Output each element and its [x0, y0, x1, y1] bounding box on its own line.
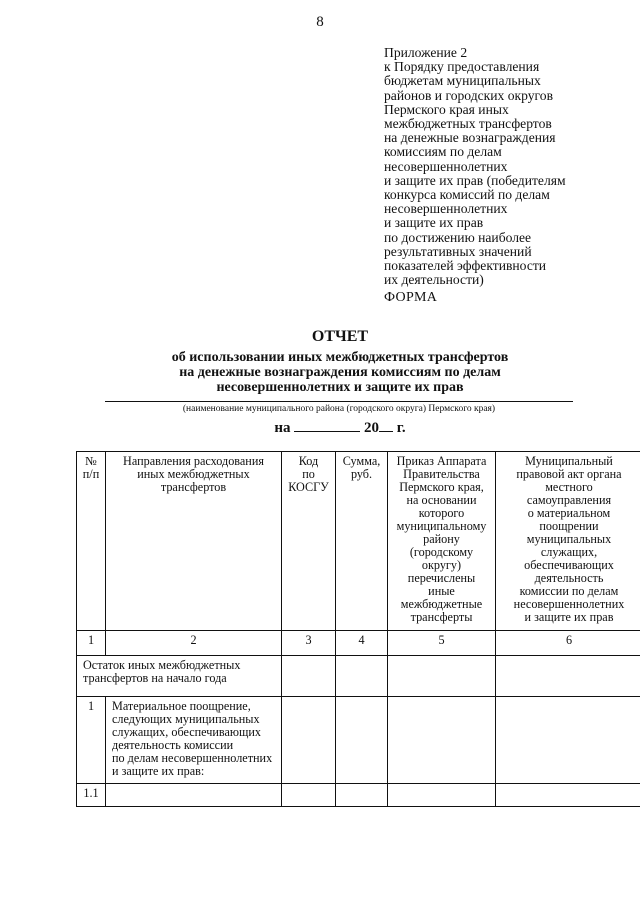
cell-line: трансферты	[410, 610, 473, 624]
cell-line: комиссии по делам	[519, 584, 619, 598]
date-year: 20	[364, 420, 380, 436]
appendix-line: по достижению наиболее	[384, 229, 532, 245]
cell-line: руб.	[350, 467, 373, 481]
cell-line: (городскому	[409, 545, 474, 559]
header-cell-num	[77, 452, 106, 631]
org-name-caption: (наименование муниципального района (городского округа) Пермского края)	[182, 404, 496, 414]
subtitle-line: об использовании иных межбюджетных трансфертов	[171, 350, 509, 365]
cell-line: деятельность комиссии	[112, 738, 234, 752]
cell-line: иных межбюджетных	[137, 467, 250, 481]
cell-line: следующих муниципальных	[112, 712, 260, 726]
appendix-header	[384, 46, 634, 287]
appendix-line: результативных значений	[384, 243, 532, 259]
table-cell	[336, 656, 388, 697]
report-date-line	[0, 419, 640, 437]
appendix-line: несовершеннолетних	[384, 201, 508, 217]
cell-line: району	[423, 532, 460, 546]
cell-line: КОСГУ	[288, 480, 329, 494]
cell-line: межбюджетные	[400, 597, 483, 611]
cell-line: служащих,	[540, 545, 598, 559]
table-row-1-1	[77, 784, 640, 807]
table-header-row	[77, 452, 640, 631]
subtitle-line: на денежные вознаграждения комиссиям по делам	[179, 365, 501, 380]
row-number: 1	[77, 697, 106, 784]
appendix-line: на денежные вознаграждения	[384, 130, 556, 146]
table-cell	[388, 697, 496, 784]
cell-line: трансфертов	[160, 480, 227, 494]
table-cell	[496, 697, 640, 784]
cell-line: обеспечивающих	[524, 558, 614, 572]
column-number: 5	[388, 631, 496, 656]
appendix-line: Пермского края иных	[384, 101, 509, 117]
header-cell-kosgu	[282, 452, 336, 631]
cell-line: по	[302, 467, 315, 481]
cell-line: п/п	[82, 467, 100, 481]
cell-line: муниципальных	[526, 532, 612, 546]
table-cell	[282, 656, 336, 697]
header-cell-order	[388, 452, 496, 631]
table-cell	[388, 656, 496, 697]
cell-line: Пермского края,	[399, 480, 484, 494]
date-prefix: на	[274, 420, 291, 436]
table-cell	[388, 784, 496, 807]
appendix-line: бюджетам муниципальных	[384, 73, 541, 89]
appendix-line: несовершеннолетних	[384, 158, 508, 174]
cell-line: несовершеннолетних	[513, 597, 625, 611]
table-row-1	[77, 697, 640, 784]
cell-line: Материальное поощрение,	[112, 699, 251, 713]
cell-line: самоуправления	[526, 493, 612, 507]
row-description	[106, 697, 282, 784]
cell-line: местного	[545, 480, 593, 494]
report-table	[76, 451, 640, 807]
header-cell-sum	[336, 452, 388, 631]
org-name-line	[105, 401, 573, 402]
cell-line: муниципальному	[396, 519, 487, 533]
cell-line: и защите их прав	[524, 610, 614, 624]
appendix-line: и защите их прав (победителям	[384, 172, 566, 188]
subtitle-line: несовершеннолетних и защите их прав	[216, 380, 464, 395]
table-cell	[336, 784, 388, 807]
column-number: 3	[282, 631, 336, 656]
cell-line: поощрении	[539, 519, 599, 533]
date-suffix: г.	[396, 420, 406, 436]
cell-line: служащих, обеспечивающих	[112, 725, 261, 739]
year-blank	[379, 419, 393, 432]
cell-line: правовой акт органа	[516, 467, 622, 481]
cell-line: иные	[428, 584, 455, 598]
table-cell	[282, 784, 336, 807]
appendix-line: к Порядку предоставления	[384, 59, 540, 75]
column-number: 2	[106, 631, 282, 656]
column-number: 6	[496, 631, 640, 656]
table-cell	[336, 697, 388, 784]
cell-line: о материальном	[527, 506, 611, 520]
table-cell	[282, 697, 336, 784]
table-cell	[496, 784, 640, 807]
header-cell-municipal-act	[496, 452, 640, 631]
cell-line: Приказ Аппарата	[396, 454, 487, 468]
table-cell	[496, 656, 640, 697]
cell-line: Направления расходования	[123, 454, 264, 468]
cell-line: Муниципальный	[525, 454, 613, 468]
row-number: 1.1	[77, 784, 106, 807]
table-row-balance	[77, 656, 640, 697]
cell-line: Сумма,	[342, 454, 381, 468]
column-number: 1	[77, 631, 106, 656]
cell-line: перечислены	[407, 571, 476, 585]
date-blank	[294, 419, 360, 432]
cell-line: и защите их прав:	[112, 764, 205, 778]
cell-line: которого	[418, 506, 465, 520]
cell-line: по делам несовершеннолетних	[112, 751, 273, 765]
appendix-line: их деятельности)	[384, 272, 484, 288]
cell-line: Правительства	[403, 467, 480, 481]
report-title: ОТЧЕТ	[311, 328, 369, 345]
column-number: 4	[336, 631, 388, 656]
appendix-line: комиссиям по делам	[384, 144, 502, 160]
column-number-row	[77, 631, 640, 656]
cell-line: округу)	[421, 558, 462, 572]
cell-line: трансфертов на начало года	[83, 671, 227, 685]
cell-line: №	[85, 454, 97, 468]
cell-line: Код	[298, 454, 319, 468]
form-label: ФОРМА	[384, 290, 438, 305]
appendix-line: межбюджетных трансфертов	[384, 116, 552, 132]
cell-line: деятельность	[534, 571, 604, 585]
table-cell	[106, 784, 282, 807]
appendix-line: Приложение 2	[384, 45, 468, 60]
appendix-line: конкурса комиссий по делам	[384, 187, 550, 203]
cell-line: Остаток иных межбюджетных	[83, 658, 241, 672]
header-cell-direction	[106, 452, 282, 631]
cell-line: на основании	[406, 493, 477, 507]
balance-label	[77, 656, 282, 697]
appendix-line: районов и городских округов	[384, 87, 553, 103]
appendix-line: показателей эффективности	[384, 258, 547, 274]
appendix-line: и защите их прав	[384, 215, 484, 231]
report-subtitle	[0, 350, 640, 395]
page-number: 8	[316, 14, 324, 30]
